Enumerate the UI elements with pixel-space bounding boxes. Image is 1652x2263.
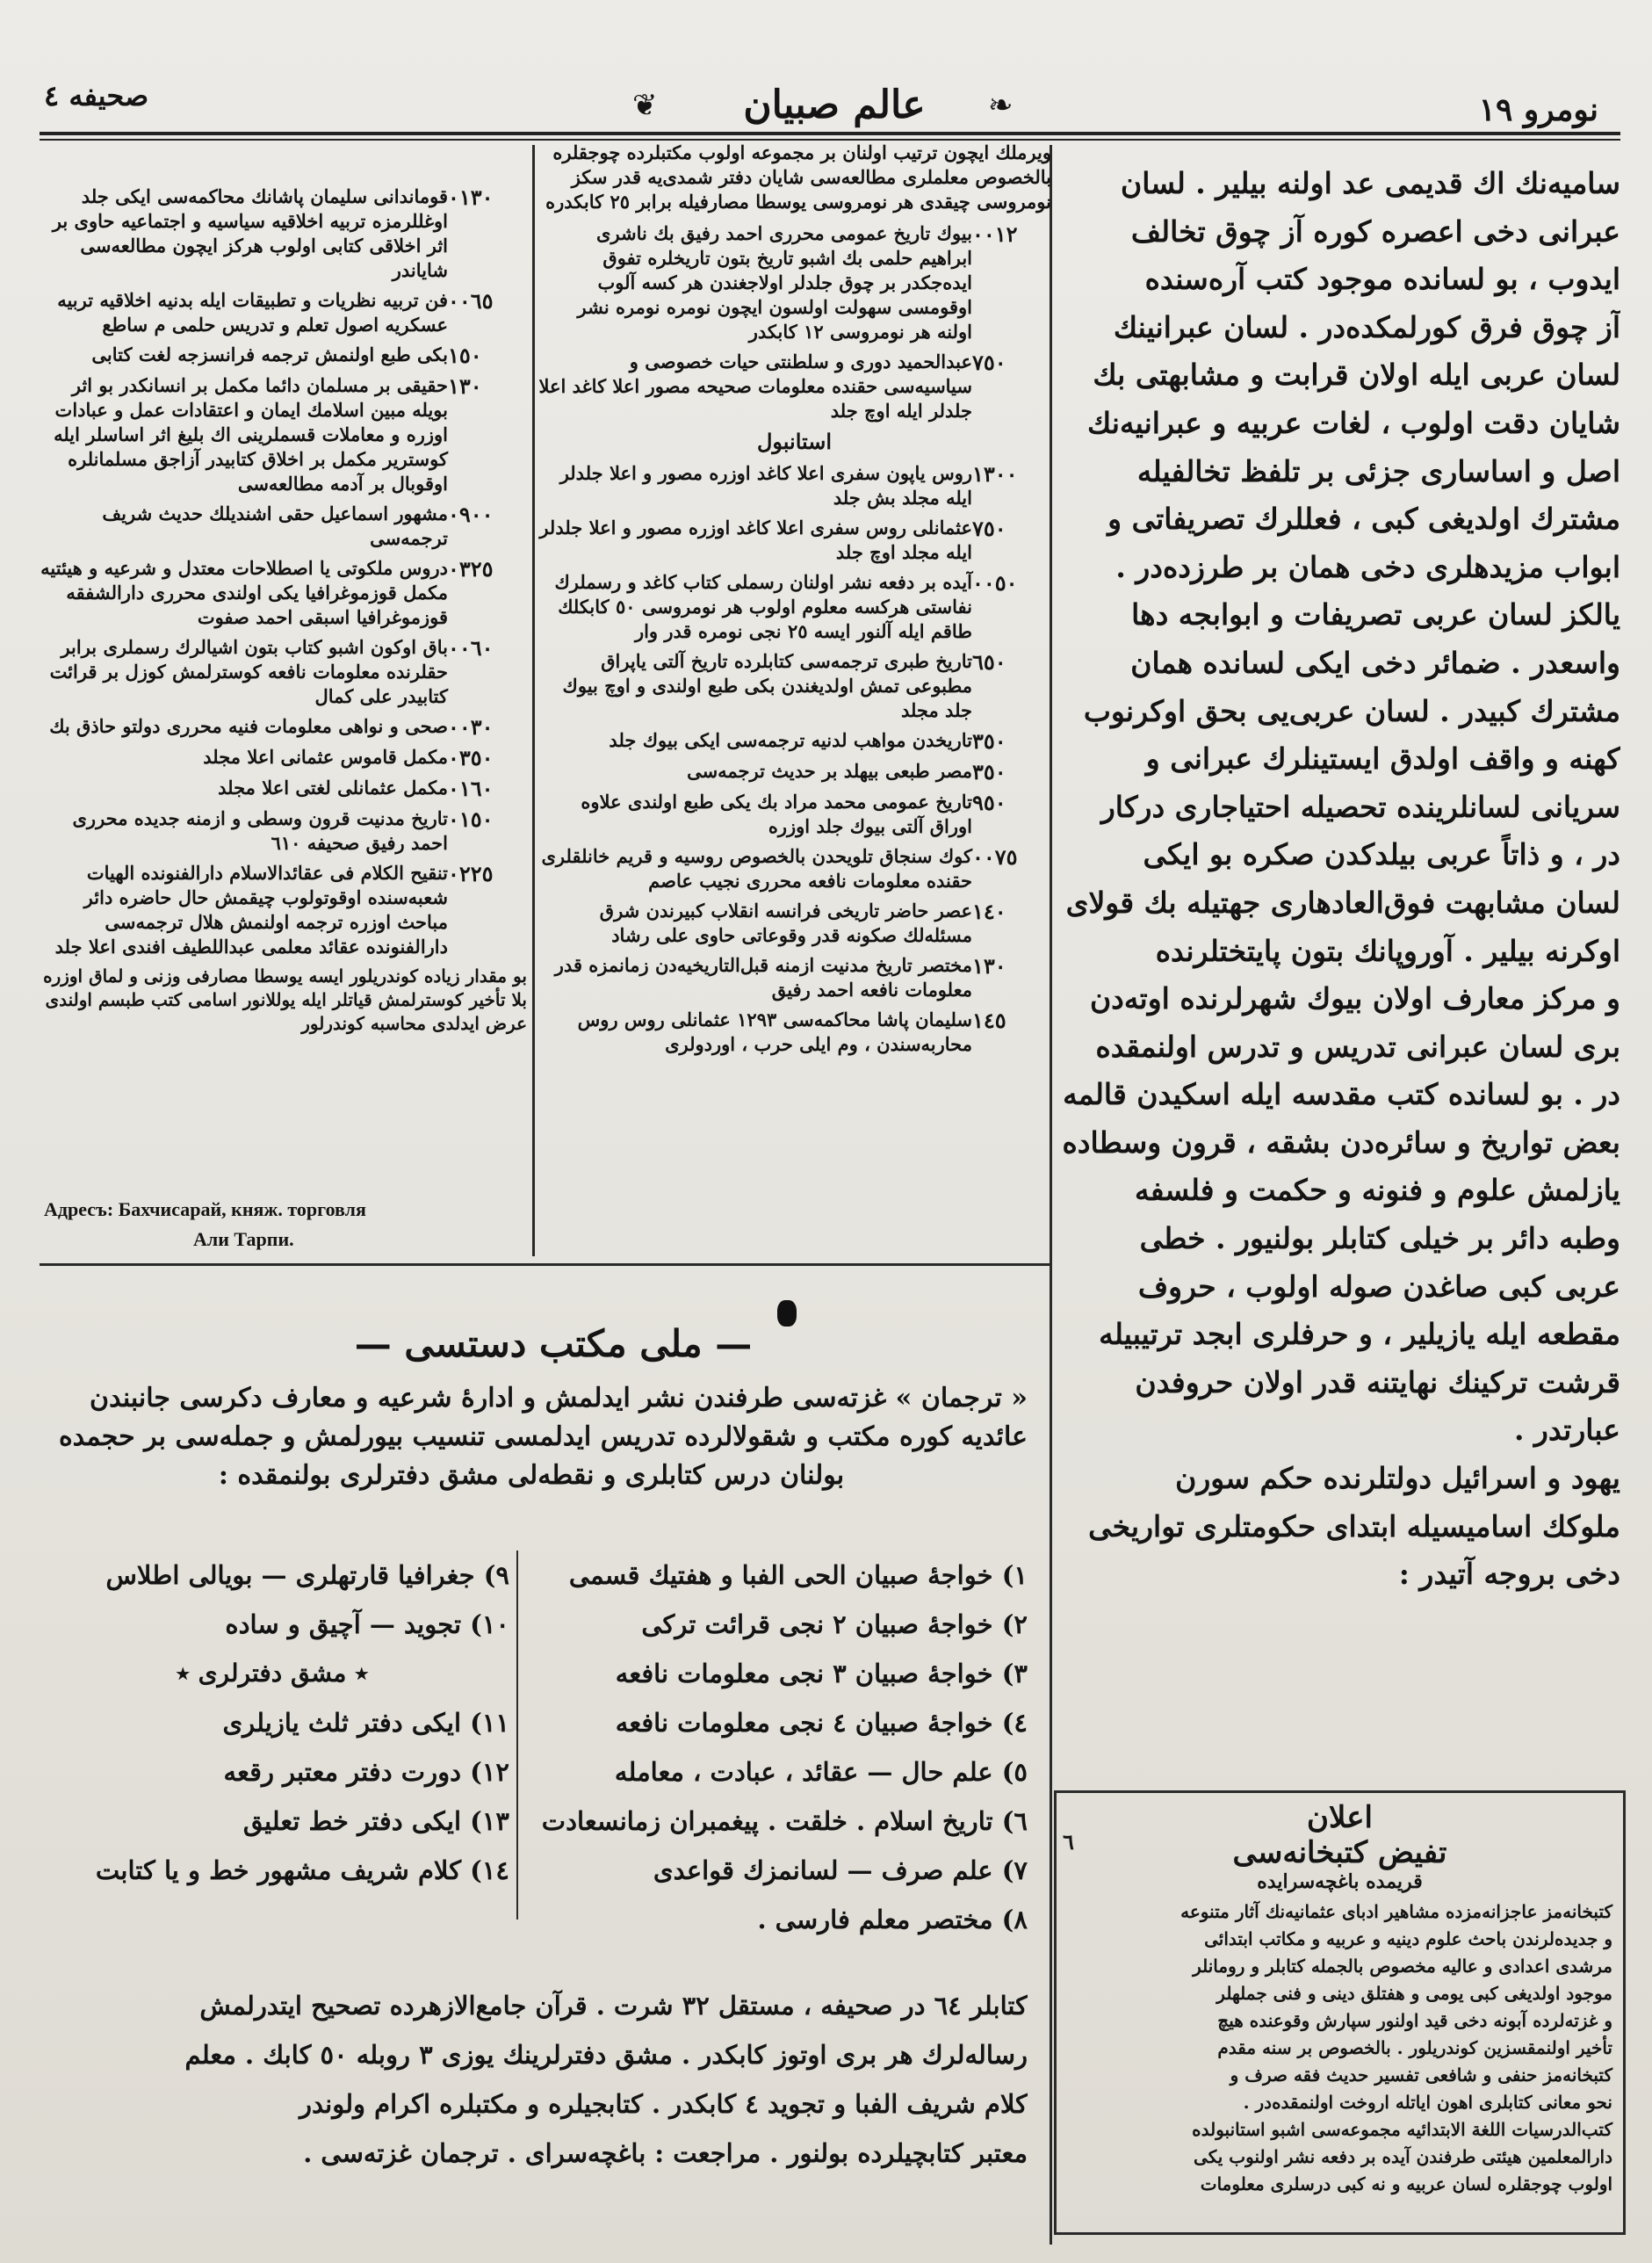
article-line: اصل و اساساری جزئی بر تلفظ تخالفیله [1136, 453, 1620, 488]
list-item [35, 343, 527, 368]
article-line: در ، و ذاتاً عربی بیلدکدن صکره بو ایکی [1143, 837, 1620, 872]
announcement-line: تأخیر اولنمقسزین کوندریلور . بالخصوص بر سنه مقدم [1217, 2037, 1612, 2058]
list-item: ١٤) کلام شریف مشهور خط و یا کتابت [95, 1855, 509, 1885]
book-price: ٠٠٦٥ [448, 288, 494, 314]
masthead-rule [40, 132, 1620, 135]
article-line: آز چوق فرق کورلمکده‌در . لسان عبرانینك [1113, 309, 1620, 344]
book-price: ١٤٥ [972, 1008, 1006, 1033]
textbook-list [527, 1551, 1028, 1944]
announcement-body [1057, 1898, 1623, 2198]
left-column-book-list [35, 184, 527, 1036]
announcement-line: کتبخانه‌مز عاجزانه‌مزده مشاهیر ادبای عثمانیه‌نك آثار متنوعه [1180, 1901, 1612, 1922]
column-rule-left [532, 145, 535, 1256]
announcement-line: مرشدی اعدادی و عالیه مخصوص بالجمله کتابلر و رومانلر [1193, 1956, 1612, 1977]
article-line: مشترك کبیدر . لسان عربی‌یی بحق اوکرنوب [1083, 693, 1620, 728]
book-price: ٠١٣٠ [448, 184, 494, 210]
book-description: دروس ملکوتی یا اصطلاحات معتدل و شرعیه و هیئتیه مکمل قوزموغرافیا یکی اولندی محرری دارالشفقه قوزموغرافیا اسبقی احمد صفوت [40, 557, 448, 628]
book-price: ٠١٦٠ [448, 776, 494, 801]
book-price: ١٣٠٠ [972, 461, 1018, 487]
issue-number: نومرو ١٩ [1478, 91, 1598, 128]
list-intro: ویرملك ایچون ترتیب اولنان بر مجموعه اولوب مکتبلرده چوجقلره بالخصوص معلملری مطالعه‌سی شایان دفتر شمدی‌یه قدر سکز نومروسی چیقدی هر نومروسی یوسطا مصارفیله برابر ٢٥ کابکدره [545, 141, 1051, 213]
list-item [537, 461, 1051, 510]
article-line: سامیه‌نك اك قدیمی عد اولنه بیلیر . لسان [1120, 166, 1620, 200]
list-item: ٥) علم حال — عقائد ، عبادت ، معامله [614, 1757, 1028, 1787]
notice-footer-line: معتبر کتابچیلرده بولنور . مراجعت : باغچه‌سرای . ترجمان غزته‌سی . [303, 2138, 1028, 2168]
list-item: ٧) علم صرف — لسانمزك قواعدی [653, 1855, 1028, 1885]
article-line: لسان مشابهت فوق‌العادهاری جهتیله بك قولای [1065, 885, 1620, 920]
book-description: قوماندانی سلیمان پاشانك محاکمه‌سی ایکی جلد اوغللرمزه تربیه اخلاقیه سیاسیه و اجتماعیه حاوی بر اثر اخلاقی کتابی اولوب هرکز ایچون مطالعه‌سی شایاندر [52, 185, 448, 281]
book-price: ٧٥٠ [972, 516, 1006, 541]
book-price: ٣٥٠ [972, 728, 1006, 754]
list-item: ١) خواجهٔ صبیان الحی الفبا و هفتیك قسمی [568, 1560, 1028, 1590]
page-number: صحیفه ٤ [44, 79, 149, 112]
list-item [35, 714, 527, 740]
list-item [537, 350, 1051, 423]
book-description: تاریخ طبری ترجمه‌سی کتابلرده تاریخ آلتی یاپراق مطبوعی تمش اولدیغندن بکی طبع اولندی و اوچ بیوك جلد مجلد [562, 650, 972, 721]
list-item [35, 745, 527, 770]
announcement-box [1054, 1790, 1626, 2235]
book-description: تاریخدن مواهب لدنیه ترجمه‌سی ایکی بیوك جلد [609, 729, 972, 751]
article-line: عربی کبی صاغدن صوله اولوب ، حروف [1137, 1269, 1620, 1304]
book-price: ٣٥٠ [972, 759, 1006, 784]
notice-footer-line: کتابلر ٦٤ در صحیفه ، مستقل ٣٢ شرت . قرآن جامع‌الازهرده تصحیح ایتدرلمش [199, 1991, 1028, 2021]
notice-title: — ملی مکتب دستسی — [354, 1322, 753, 1365]
ink-blot [777, 1300, 797, 1327]
book-description: بیوك تاریخ عمومی محرری احمد رفیق بك ناشری ابراهیم حلمی بك اشبو تاریخ بتون تاریخلره تفوق ایده‌جکدر بر چوق جلدلر اولاجغندن هر کسه آلوب اوقومسی سهولت اولسون ایچون نومره نومره نشر اولنه هر نومروسی ١٢ کابکدر [577, 222, 972, 343]
seller-name: Али Тарпи. [193, 1228, 294, 1250]
announcement-line: و غزته‌لرده آبونه دخی قید اولنور سپارش وقوعنده هیچ [1217, 2010, 1612, 2031]
book-price: ٠٠٣٠ [448, 714, 494, 740]
section-rule [40, 1263, 1050, 1266]
book-price: ١٣٠ [972, 953, 1006, 979]
list-item: ١٠) تجوید — آچیق و ساده [225, 1609, 509, 1639]
list-item: ٤) خواجهٔ صبیان ٤ نجی معلومات نافعه [615, 1708, 1028, 1738]
book-description: مختصر تاریخ مدنیت ازمنه قبل‌التاریخیه‌دن زمانمزه قدر معلومات نافعه احمد رفیق [554, 954, 972, 1001]
article-line: عبرانی دخی اعصره کوره آز چوق تخالف [1130, 213, 1620, 249]
list-item [35, 184, 527, 283]
book-price: ٠٩٠٠ [448, 502, 494, 527]
article-line: بری لسان عبرانی تدریس و تدرس اولنمقده [1095, 1029, 1620, 1064]
notebook-list [35, 1551, 509, 1895]
article-line: و مرکز معارف اولان بیوك شهرلرنده اوته‌دن [1089, 981, 1620, 1016]
article-line: یازلمش علوم و فنونه و حکمت و فلسفه [1135, 1173, 1620, 1208]
list-item [537, 728, 1051, 754]
article-line: در . بو لسانده کتب مقدسه ایله اسکیدن قالمه [1063, 1077, 1620, 1112]
list-item [537, 790, 1051, 839]
book-price: ١٣٠ [448, 373, 482, 399]
list-item [35, 861, 527, 959]
list-item [537, 1008, 1051, 1057]
book-price: ٠٣٢٥ [448, 556, 494, 582]
article-line: یالکز لسان عربی تصریفات و ابوابجه دها [1131, 597, 1620, 633]
middle-column-book-list [537, 141, 1051, 1062]
masthead-ornament-left-icon: ❧ [988, 88, 1014, 123]
book-price: ٠٠٧٥ [972, 844, 1018, 870]
bookshop-name: تفیض کتبخانه‌سی [1232, 1835, 1447, 1870]
notice-intro-line: بولنان درس کتابلری و نقطه‌لی مشق دفترلری بولنمقده : [218, 1460, 845, 1491]
notice-intro-line: عائدیه کوره مکتب و شقولالرده تدریس ایدلمسی تنسیب بیورلمش و جمله‌سی بر حجمده [58, 1421, 1028, 1452]
masthead-title: عالم صبیان [743, 83, 926, 127]
book-description: صحی و نواهی معلومات فنیه محرری دولتو حاذق بك [49, 715, 448, 737]
article-line: ملوکك اسامیسیله ابتدای حکومتلری تواریخی [1088, 1508, 1620, 1544]
list-item [35, 502, 527, 551]
book-price: ٠١٥٠ [448, 806, 494, 832]
book-price: ١٤٠ [972, 899, 1006, 924]
list-item [35, 806, 527, 856]
article-line: دخی بروجه آتیدر : [1398, 1557, 1620, 1592]
list-item [537, 759, 1051, 784]
shipping-note: بو مقدار زیاده کوندریلور ایسه یوسطا مصارفی وزنی و لماق اوزره بلا تأخیر کوسترلمش قیاتلر ایله یوللانور اسامی کتب طبسم اولندی عرض ایدلدی محاسبه کوندرلور [43, 965, 527, 1034]
book-price: ٦٥٠ [972, 649, 1006, 675]
notice-intro-line: « ترجمان » غزته‌سی طرفندن نشر ایدلمش و ادارهٔ شرعیه و معارف دکرسی جانبندن [90, 1383, 1028, 1413]
book-description: فن تربیه نظریات و تطبیقات ایله بدنیه اخلاقیه تربیه عسکریه اصول تعلم و تدریس حلمی م ساطع [57, 289, 448, 336]
announcement-line: موجود اولدیغی کبی یومی و هفتلق دینی و فنی جملهلر [1216, 1983, 1612, 2004]
announcement-number: ٦ [1063, 1829, 1074, 1855]
book-description: کوك سنجاق تلویحدن بالخصوص روسیه و قریم خانلقلری حقنده معلومات نافعه محرری نجیب عاصم [541, 845, 972, 892]
article-line: واسعدر . ضمائر دخی ایکی لسانده همان [1130, 645, 1620, 680]
list-item: ٩) جغرافیا قارتهلری — بویالی اطلاس [105, 1560, 509, 1590]
masthead-ornament-right-icon: ❦ [632, 88, 658, 123]
article-line: مشترك اولدیغی کبی ، فعللرك تصریفاتی و [1107, 502, 1620, 537]
article-line: عبارتدر . [1513, 1413, 1620, 1448]
book-price: ٠٠٥٠ [972, 570, 1018, 596]
announcement-line: نحو معانی کتابلری اهون ایاتله اروخت اولنمقده‌در . [1243, 2092, 1612, 2113]
seller-address [44, 1195, 501, 1254]
right-column-article [1058, 160, 1620, 1599]
announcement-line: کتب‌الدرسیات اللغة الابتدائیه مجموعه‌سی اشبو استانبولده [1192, 2119, 1612, 2140]
list-item [537, 221, 1051, 344]
notice-divider [516, 1551, 518, 1920]
list-item: ٣) خواجهٔ صبیان ٣ نجی معلومات نافعه [615, 1659, 1028, 1688]
book-price: ٩٥٠ [972, 790, 1006, 815]
announcement-line: کتبخانه‌مز حنفی و شافعی تفسیر حدیث فقه صرف و [1230, 2064, 1612, 2086]
article-line: مقطعه ایله یازیلیر ، و حرفلری ابجد ترتیبیله [1099, 1317, 1620, 1352]
list-item [35, 776, 527, 801]
announcement-line: و جدیده‌لرندن باحث علوم دینیه و عربیه و مکاتب ابتدائی [1204, 1928, 1612, 1949]
subheading-istanbul: استانبول [756, 429, 833, 454]
list-item: ٨) مختصر معلم فارسی . [757, 1905, 1028, 1934]
book-description: تنقیح الکلام فی عقائدالاسلام دارالفنونده الهیات شعبه‌سنده اوقوتولوب چیقمش حال حاضره دائر مباحث اوزره ترجمه اولنمش هلال ترجمه‌سی دارالفنونده عقائد معلمی عبداللطیف افندی اعلا جلد [54, 862, 448, 958]
list-item [35, 635, 527, 709]
article-line: یهود و اسرائیل دولتلرنده حکم سورن [1175, 1461, 1620, 1496]
book-price: ٠٣٥٠ [448, 745, 494, 770]
book-description: مکمل قاموس عثمانی اعلا مجلد [203, 746, 448, 768]
article-line: لسان عربی ایله اولان قرابت و مشابهتی بك [1093, 358, 1620, 393]
article-line: سریانی لسانلرینده تحصیله احتیاجاری درکار [1100, 789, 1620, 824]
book-description: روس یاپون سفری اعلا کاغد اوزره مصور و اعلا جلدلر ایله مجلد بش جلد [559, 462, 972, 509]
book-price: ٠٠١٢ [972, 221, 1018, 247]
list-item [537, 570, 1051, 644]
list-item [35, 373, 527, 496]
list-item: ٦) تاریخ اسلام . خلقت . پیغمبران زمانسعادت [541, 1806, 1028, 1836]
list-item: ٢) خواجهٔ صبیان ٢ نجی قرائت ترکی [641, 1609, 1028, 1639]
book-price: ٠٠٦٠ [448, 635, 494, 661]
announcement-line: دارالمعلمین هیئتی طرفندن آیده بر دفعه نشر اولنوب یکی [1194, 2146, 1612, 2167]
notice-footer [35, 1981, 1028, 2178]
announcement-title: اعلان [1307, 1800, 1373, 1835]
book-description: تاریخ عمومی محمد مراد بك یکی طبع اولندی علاوه اوراق آلتی بیوك جلد اوزره [581, 791, 972, 837]
book-price: ٠٢٢٥ [448, 861, 494, 886]
book-price: ١٥٠ [448, 343, 482, 368]
book-description: آیده بر دفعه نشر اولنان رسملی کتاب کاغد و رسملرك نفاستی هرکسه معلوم اولوب هر نومروسی ٥٠ کابکلك طاقم ایله آلنور ایسه ٢٥ نجی نومره قدر وار [554, 571, 972, 642]
notice-footer-line: کلام شریف الفبا و تجوید ٤ کابکدر . کتابجیلره و مکتبلره اکرام ولوندر [299, 2089, 1028, 2119]
book-description: عصر حاضر تاریخی فرانسه انقلاب کبیرندن شرق مسئله‌لك صکونه قدر وقوعاتی حاوی علی رشاد [599, 900, 972, 946]
announcement-line: اولوب چوجقلره لسان عربیه و نه کبی درسلری معلومات [1200, 2173, 1612, 2194]
list-item [537, 516, 1051, 565]
list-item: ١٢) دورت دفتر معتبر رقعه [223, 1757, 509, 1787]
notebooks-heading: ٭ مشق دفترلری ٭ [176, 1659, 369, 1688]
list-item [35, 556, 527, 630]
list-item [537, 953, 1051, 1002]
list-item: ١٣) ایکی دفتر خط تعلیق [242, 1806, 509, 1836]
article-line: اوکرنه بیلیر . آوروپانك بتون پایتختلرنده [1155, 933, 1620, 968]
list-item [537, 899, 1051, 948]
notice-footer-line: رساله‌لرك هر بری اوتوز کابکدر . مشق دفترلرینك یوزی ٣ روبله ٥٠ کابك . معلم [184, 2040, 1028, 2070]
bookshop-location: قریمده باغچه‌سرایده [1257, 1870, 1423, 1893]
list-item [537, 844, 1051, 893]
book-description: حقیقی بر مسلمان دائما مکمل بر انسانکدر بو اثر بویله مبین اسلامك ایمان و اعتقادات عمل و عبادات اوزره و معاملات قسملرینی اك بلیغ اثر اساسلر ایله کوستریر مکمل بر اخلاق کتابیدر آزاجق مسلمانلره اوقوبال بر آدمه مطالعه‌سی [54, 374, 448, 495]
book-description: عبدالحمید دوری و سلطنتی حیات خصوصی و سیاسیه‌سی حقنده معلومات صحیحه مصور اعلا کاغد اعلا جلدلر ایله اوچ جلد [538, 351, 972, 422]
article-line: کهنه و واقف اولدق ایستینلرك عبرانی و [1145, 741, 1620, 777]
article-line: وطبه دائر بر خیلی کتابلر بولنیور . خطی [1139, 1221, 1620, 1256]
book-description: باق اوکون اشبو کتاب بتون اشیالرك رسملری برابر حقلرنده معلومات نافعه کوسترلمش کوزل بر قرائت کتابیدر علی کمال [49, 636, 448, 707]
article-line: بعض تواریخ و سائره‌دن بشقه ، قرون وسطاده [1062, 1124, 1620, 1160]
article-line: شایان دقت اولوب ، لغات عربیه و عبرانیه‌نك [1086, 405, 1620, 440]
notice-intro [35, 1379, 1028, 1495]
list-item [537, 649, 1051, 723]
book-description: مشهور اسماعیل حقی اشندیلك حدیث شریف ترجمه‌سی [102, 502, 448, 549]
book-description: عثمانلی روس سفری اعلا کاغد اوزره مصور و اعلا جلدلر ایله مجلد اوچ جلد [539, 517, 972, 563]
book-price: ٧٥٠ [972, 350, 1006, 375]
list-item: ١١) ایکی دفتر ثلث یازیلری [222, 1708, 509, 1738]
address-line: Адресъ: Бахчисарай, княж. торговля [44, 1198, 366, 1220]
book-description: تاریخ مدنیت قرون وسطی و ازمنه جدیده محرری احمد رفیق صحیفه ٦١٠ [72, 807, 448, 854]
book-description: سلیمان پاشا محاکمه‌سی ١٢٩٣ عثمانلی روس روس محاربه‌سندن ، وم ایلی حرب ، اوردولری [577, 1009, 972, 1055]
list-item [35, 288, 527, 337]
article-line: ابواب مزیدهلری دخی همان بر طرزده‌در . [1115, 549, 1620, 584]
article-line: ایدوب ، بو لسانده موجود کتب آره‌سنده [1144, 262, 1620, 297]
book-description: مکمل عثمانلی لغتی اعلا مجلد [218, 777, 448, 799]
article-line: قرشت ترکینك نهایتنه قدر اولان حروفدن [1135, 1364, 1620, 1399]
book-description: مصر طبعی بیهلد بر حدیث ترجمه‌سی [687, 760, 972, 782]
book-description: بکی طبع اولنمش ترجمه فرانسزجه لغت کتابی [91, 343, 448, 365]
